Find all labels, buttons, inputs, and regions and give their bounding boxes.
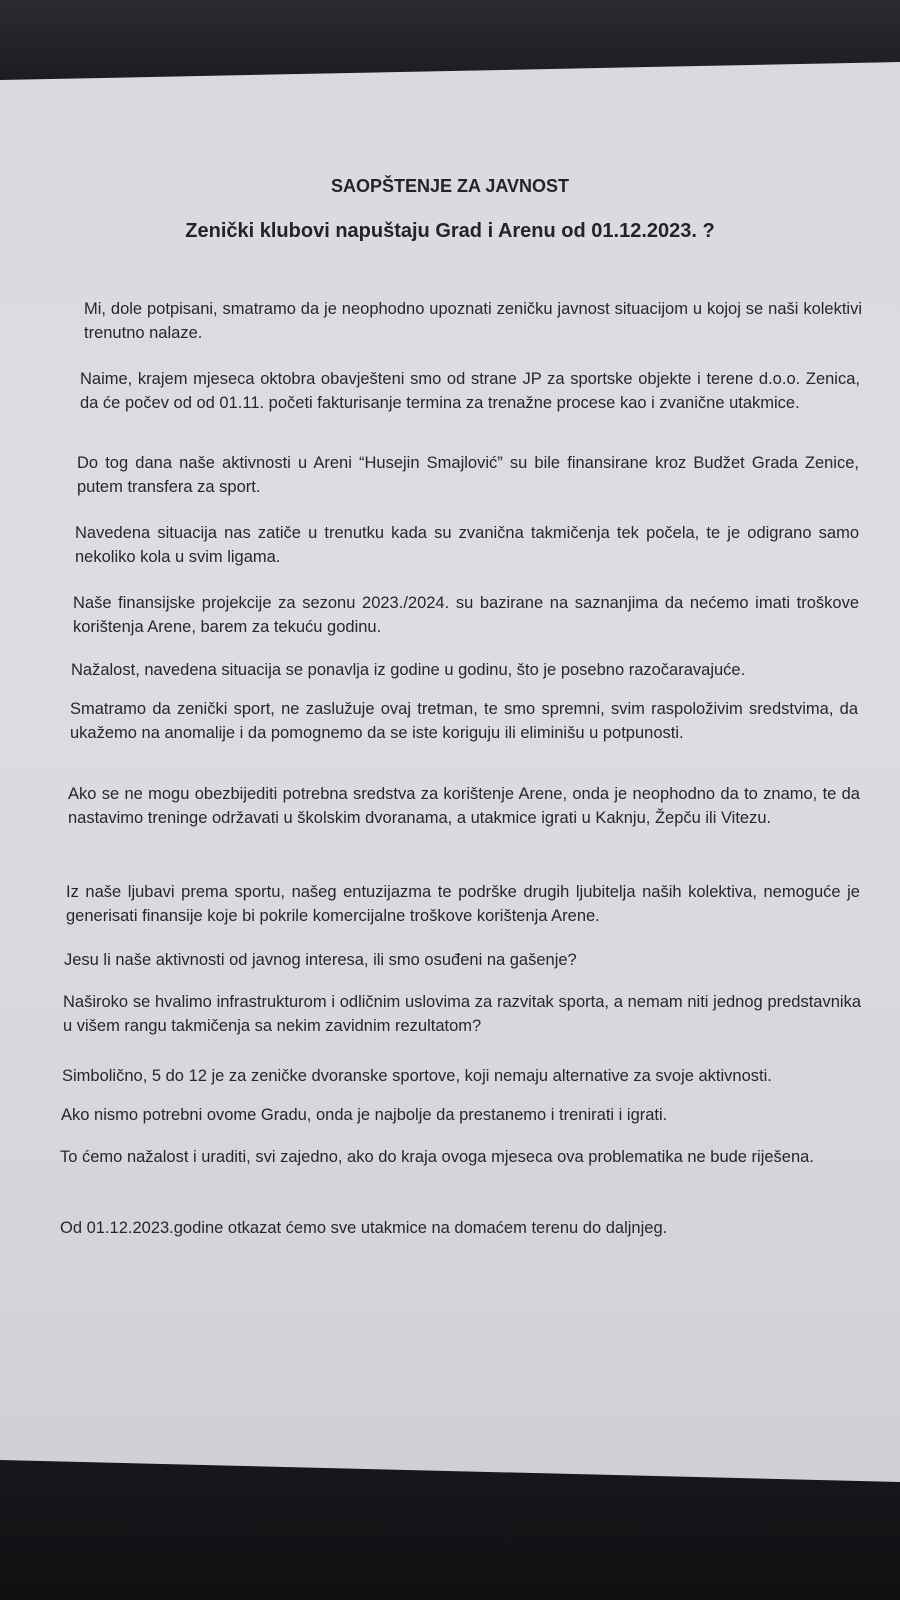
paragraph: To ćemo nažalost i uraditi, svi zajedno, ako do kraja ovoga mjeseca ova problematika ne bude riješena. (60, 1148, 814, 1166)
paragraph: Jesu li naše aktivnosti od javnog interesa, ili smo osuđeni na gašenje? (64, 951, 577, 969)
paragraph: Ako se ne mogu obezbijediti potrebna sredstva za korištenje Arene, onda je neophodno da to znamo, te da nastavimo treninge održavati u školskim dvoranama, a utakmice igrati u Kaknju, Žepču ili Vitezu. (68, 785, 860, 827)
paragraph: Naše finansijske projekcije za sezonu 2023./2024. su bazirane na saznanjima da nećemo imati troškove korištenja Arene, barem za tekuću godinu. (73, 594, 859, 636)
paragraph: Naširoko se hvalimo infrastrukturom i odličnim uslovima za razvitak sporta, a nemam niti jednog predstavnika u višem rangu takmičenja sa nekim zavidnim rezultatom? (63, 993, 861, 1035)
document-subtitle: Zenički klubovi napuštaju Grad i Arenu od 01.12.2023. ? (185, 220, 715, 242)
paragraph: Mi, dole potpisani, smatramo da je neophodno upoznati zeničku javnost situacijom u kojoj se naši kolektivi trenutno nalaze. (84, 300, 862, 342)
paragraph: Simbolično, 5 do 12 je za zeničke dvoranske sportove, koji nemaju alternative za svoje aktivnosti. (62, 1067, 772, 1085)
paragraph: Od 01.12.2023.godine otkazat ćemo sve utakmice na domaćem terenu do daljnjeg. (60, 1219, 668, 1237)
document-title: SAOPŠTENJE ZA JAVNOST (330, 176, 570, 196)
paragraph: Naime, krajem mjeseca oktobra obavješteni smo od strane JP za sportske objekte i terene d.o.o. Zenica, da će počev od od 01.11. početi fakturisanje termina za trenažne procese kao i zvanične utakmice. (80, 370, 860, 412)
paragraph: Smatramo da zenički sport, ne zaslužuje ovaj tretman, te smo spremni, svim raspoloživim sredstvima, da ukažemo na anomalije i da pomognemo da se iste koriguju ili eliminišu u potpunosti. (70, 700, 858, 742)
paragraph: Ako nismo potrebni ovome Gradu, onda je najbolje da prestanemo i trenirati i igrati. (61, 1106, 668, 1124)
paragraph: Nažalost, navedena situacija se ponavlja iz godine u godinu, što je posebno razočaravajuće. (71, 661, 746, 679)
paragraph: Iz naše ljubavi prema sportu, našeg entuzijazma te podrške drugih ljubitelja naših kolektiva, nemoguće je generisati finansije koje bi pokrile komercijalne troškove korištenja Arene. (66, 883, 860, 925)
paragraph: Navedena situacija nas zatiče u trenutku kada su zvanična takmičenja tek počela, te je odigrano samo nekoliko kola u svim ligama. (75, 524, 859, 566)
paragraph: Do tog dana naše aktivnosti u Areni “Husejin Smajlović” su bile finansirane kroz Budžet Grada Zenice, putem transfera za sport. (77, 454, 859, 496)
